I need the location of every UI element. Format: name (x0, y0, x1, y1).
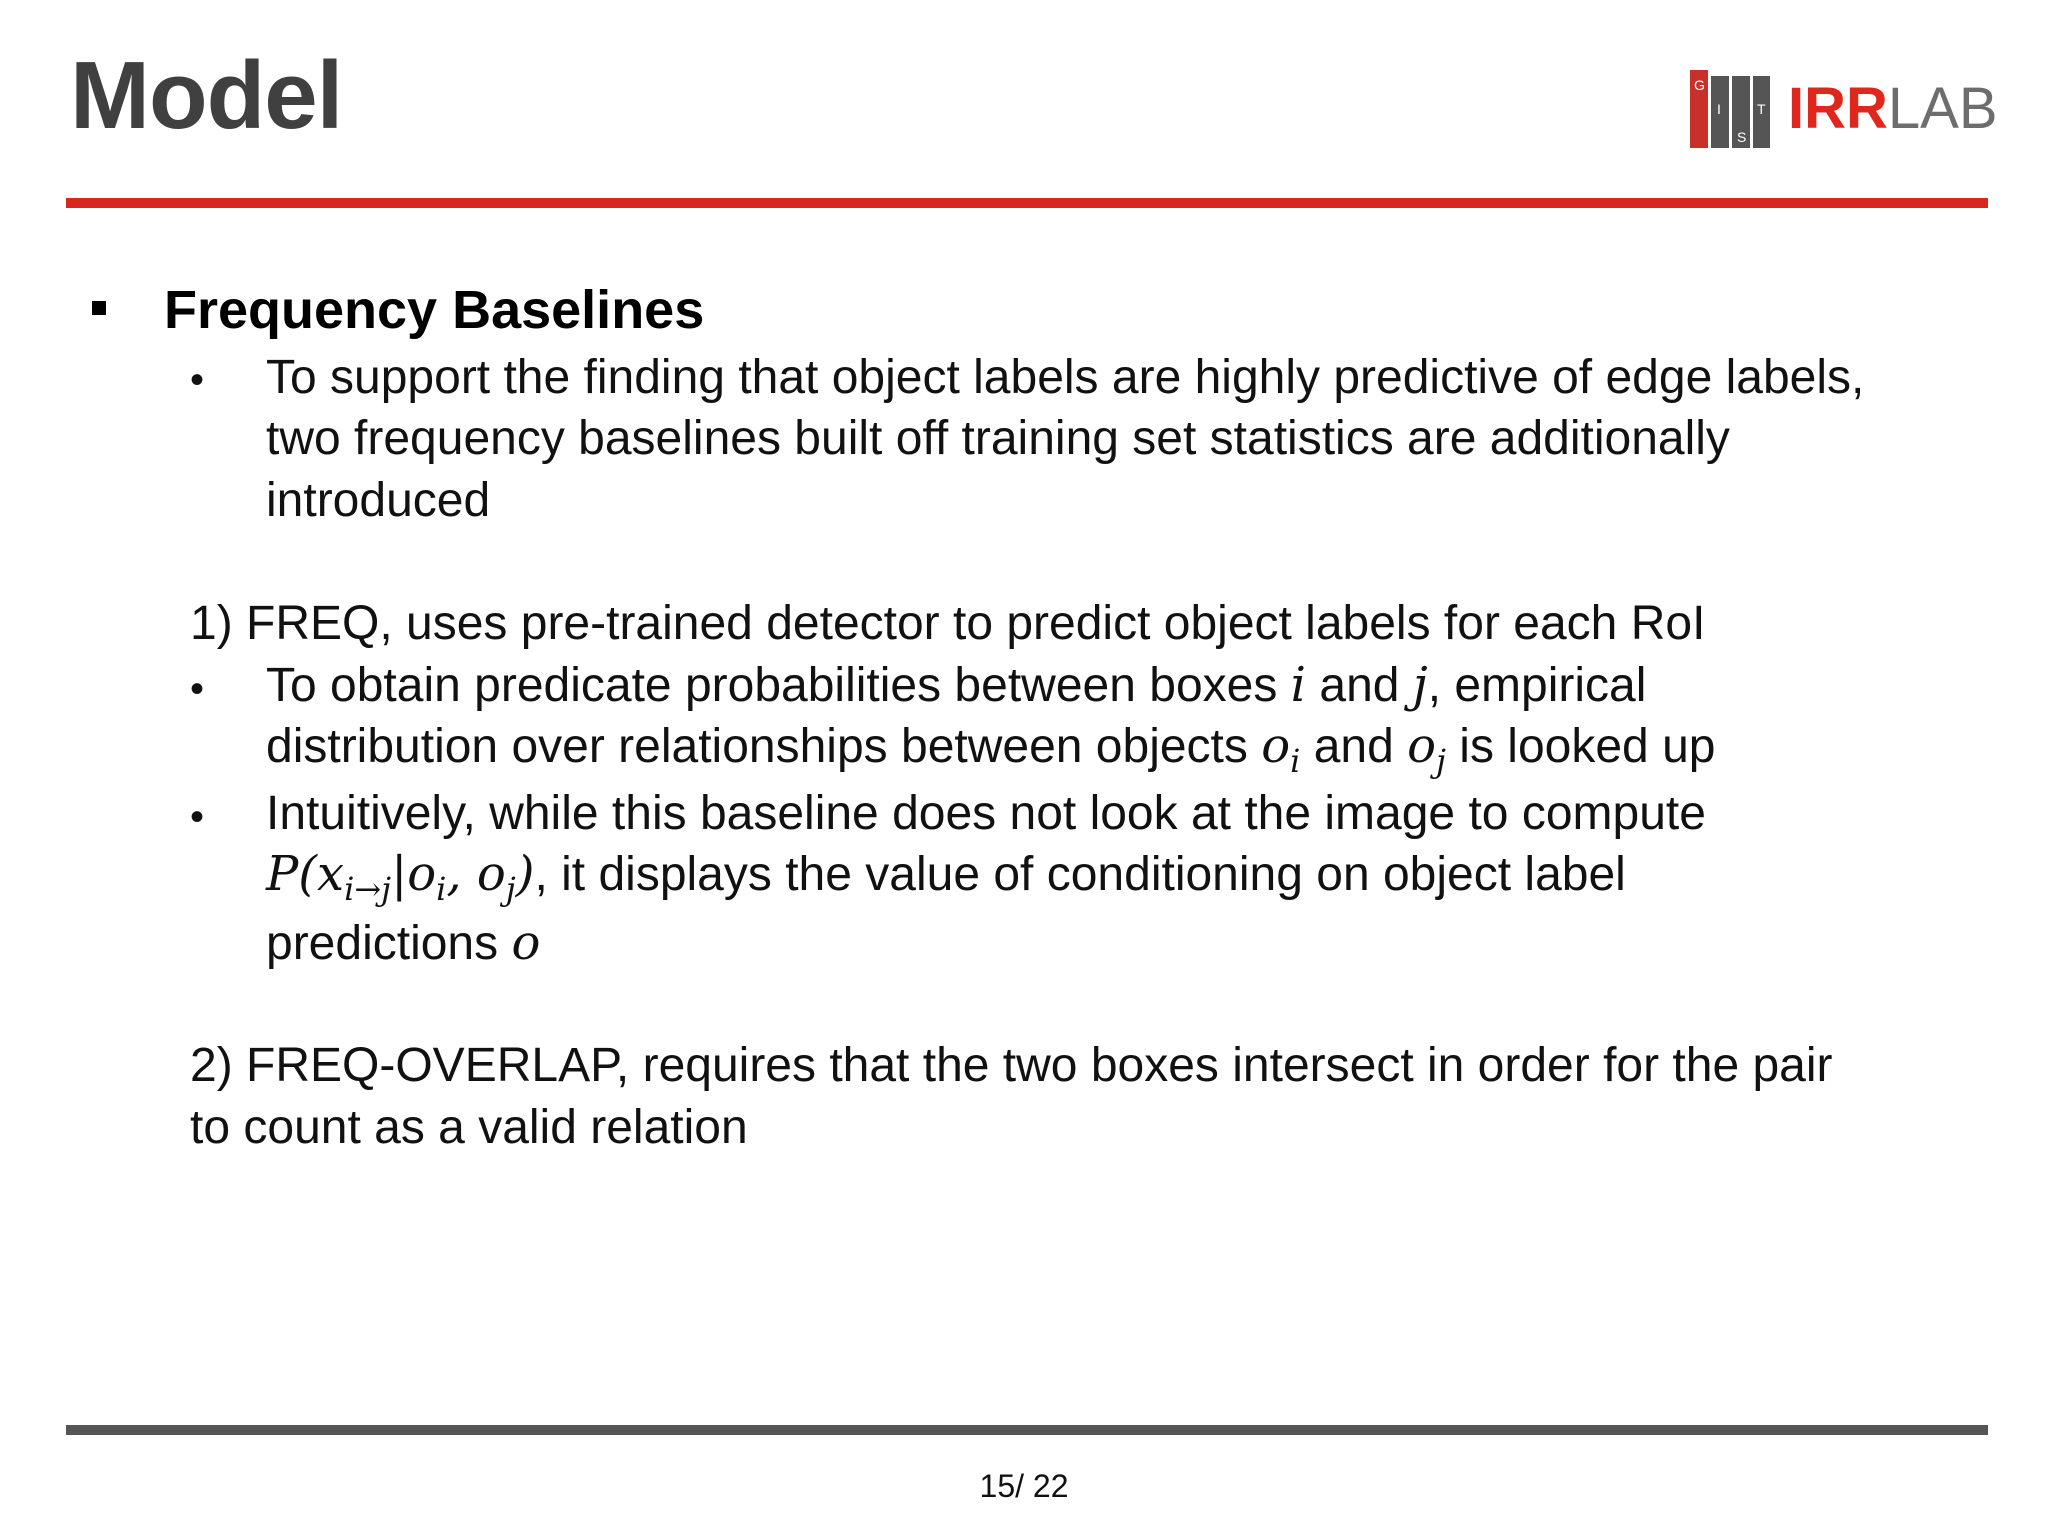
bullet-icon: • (190, 358, 205, 402)
intro-line-2: two frequency baselines built off training set statistics are additionally (266, 412, 1730, 465)
freq-heading: 1) FREQ, uses pre-trained detector to predict object labels for each RoI (190, 597, 1706, 650)
gist-logo-icon (1690, 70, 1770, 148)
bullet-icon: • (190, 667, 205, 711)
page-number: 15/ 22 (979, 1468, 1069, 1504)
slide-title: Model (70, 42, 343, 149)
freq-bullet2-line1: Intuitively, while this baseline does not look at the image to compute (266, 787, 1706, 840)
logo-wordmark-light: LAB (1887, 76, 1998, 141)
freq-bullet2-line3: predictions o (266, 915, 541, 971)
logo-letter-i: I (1717, 101, 1721, 117)
logo-wordmark (1788, 76, 1998, 141)
header-divider (66, 198, 1988, 208)
logo-letter-s: S (1737, 129, 1747, 145)
irrlab-logo (1690, 70, 1998, 148)
bullet-icon: • (190, 795, 205, 839)
freq-overlap-line2: to count as a valid relation (190, 1101, 748, 1154)
freq-bullet2-line2: $P(x_{i\to j}|o_i$, $o_j$), it displays the value of conditioning on object label (266, 846, 1626, 908)
logo-letter-t: T (1757, 101, 1766, 117)
footer-divider (66, 1425, 1988, 1435)
freq-overlap-line1: 2) FREQ-OVERLAP, requires that the two boxes intersect in order for the pair (190, 1039, 1833, 1092)
formula: $P(x_{i\to j}|o_i$, $o_j$) (266, 846, 535, 908)
section-heading: Frequency Baselines (164, 280, 705, 340)
logo-letter-g: G (1694, 77, 1705, 93)
logo-wordmark-bold: IRR (1788, 76, 1888, 141)
intro-line-3: introduced (266, 474, 491, 527)
freq-bullet1-line1: To obtain predicate probabilities between boxes i and j, empirical (266, 657, 1647, 713)
freq-bullet1-line2: distribution over relationships between objects $o_i$ and $o_j$ is looked up (266, 718, 1716, 780)
intro-line-1: To support the finding that object labels are highly predictive of edge labels, (266, 351, 1865, 404)
square-bullet-icon (92, 301, 106, 315)
